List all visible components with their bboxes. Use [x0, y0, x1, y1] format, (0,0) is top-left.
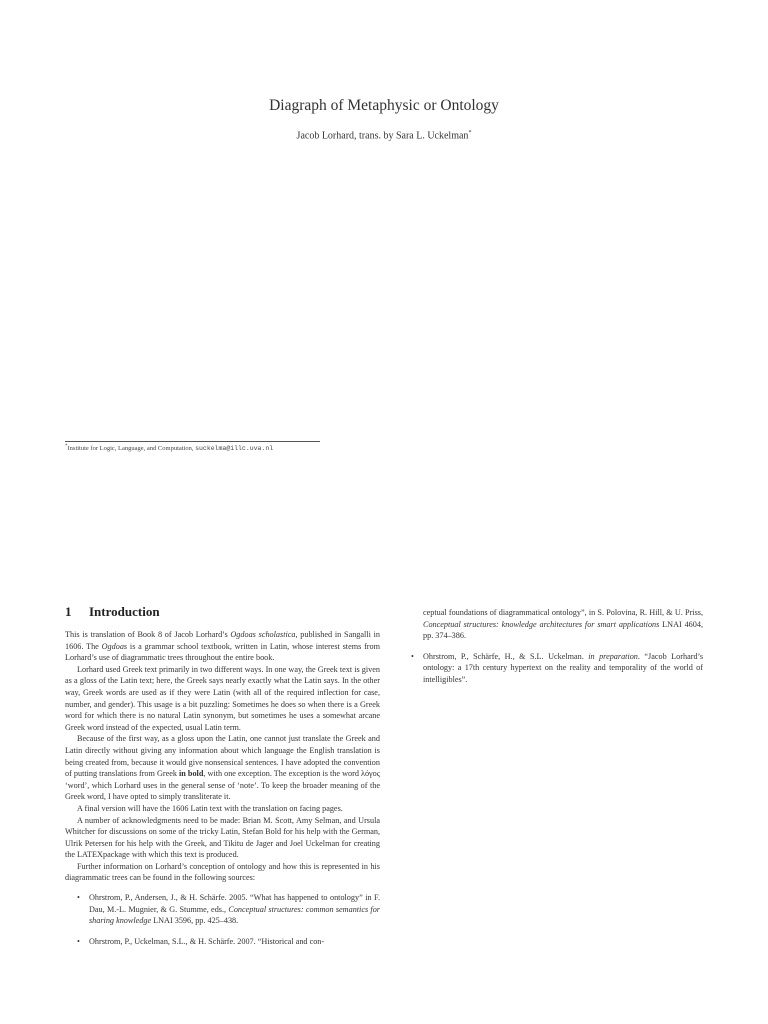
text-run: Ogdoas — [101, 641, 128, 651]
text-run: , with one exception. The exception is the word λόγος ‘word’, which Lorhard uses in the general sense of ‘note’. To keep the broader meaning of the Greek word, I have opted to simply transliterate it. — [65, 769, 380, 802]
text-run: is a grammar school textbook, written in Latin, whose interest stems from Lorhard’s use of diagrammatic trees throughout the entire book. — [65, 641, 380, 663]
footnote — [65, 444, 405, 452]
paragraph — [65, 815, 380, 861]
paragraph — [65, 733, 380, 803]
footnote-mark: * — [65, 444, 68, 449]
reference-text — [423, 652, 703, 684]
footnote-email: suckelma@illc.uva.nl — [195, 445, 274, 453]
reference-list — [65, 892, 380, 947]
text-run: Further information on Lorhard’s conception of ontology and how this is represented in his diagrammatic trees can be found in the following sources: — [65, 861, 380, 883]
text-run: LNAI 3596, pp. 425–438. — [151, 916, 239, 926]
text-run: Ohrstrom, P., Schärfe, H., & S.L. Uckelman. — [423, 651, 589, 661]
text-run: , published in Sangalli in 1606. The — [65, 630, 380, 651]
reference-item — [77, 892, 380, 927]
text-run: LNAI 4604, pp. 374–386. — [423, 619, 703, 641]
footnote-text: Institute for Logic, Language, and Computation, — [67, 445, 196, 453]
text-run: ceptual foundations of diagrammatical ontology”, in S. Polovina, R. Hill, & U. Priss, — [423, 608, 703, 617]
text-run: Ogdoas scholastica — [230, 630, 296, 639]
author-footnote-mark: * — [468, 130, 472, 136]
footnote-rule — [65, 441, 320, 442]
section-number: 1 — [65, 604, 72, 619]
bullet-icon: • — [411, 651, 414, 661]
reference-text — [89, 937, 324, 946]
paragraph — [65, 664, 380, 734]
text-run: A number of acknowledgments need to be made: Brian M. Scott, Amy Selman, and Ursula Whitcher for discussions on some of the tricky Latin, Stefan Bold for his help with the German, Ulrik Petersen for his help with the Greek, and Tikitu de Jager and Joel Uckelman for creating the LATEXpackage with which this text is produced. — [65, 815, 380, 860]
text-run: Lorhard used Greek text primarily in two different ways. In one way, the Greek text is given as a gloss of the Latin text; here, the Greek says nearly exactly what the Latin says. In the other way, Greek words are used as if they were Latin (with all of the required inflection for case, number, and gender). This usage is a bit puzzling: Sometimes he does so when there is a Greek word for which there is no natural Latin synonym, but sometimes he uses a somewhat arcane Greek word instead of the expected, usual Latin term. — [65, 664, 380, 732]
text-run: This is translation of Book 8 of Jacob Lorhard’s — [65, 630, 231, 639]
text-run: Conceptual structures: common semantics for sharing knowledge — [89, 904, 380, 926]
author-name: Jacob Lorhard, trans. by Sara L. Uckelman — [296, 130, 469, 142]
section-title: Introduction — [89, 604, 160, 619]
reference-item — [411, 651, 703, 686]
text-run: in bold — [179, 769, 204, 779]
reference-item — [77, 936, 380, 948]
paragraph — [65, 629, 380, 664]
text-run: Conceptual structures: knowledge architectures for smart applications — [423, 619, 660, 629]
bullet-icon: • — [77, 893, 80, 903]
paragraph — [65, 861, 380, 884]
section-heading — [65, 604, 160, 620]
reference-continuation — [411, 607, 703, 642]
right-column — [411, 607, 703, 686]
text-run: A final version will have the 1606 Latin text with the translation on facing pages. — [77, 803, 343, 813]
paper-title: Diagraph of Metaphysic or Ontology — [269, 97, 499, 114]
left-column — [65, 629, 380, 956]
text-run: . “Jacob Lorhard’s ontology: a 17th century hypertext on the reality and temporality of the world of intelligibles”. — [423, 651, 704, 684]
text-run: Ohrstrom, P., Andersen, J., & H. Schärfe. 2005. “What has happened to ontology” in F. Dau, M.-L. Mugnier, & G. Stumme, eds., — [89, 893, 380, 914]
text-run: in preparation — [588, 651, 638, 661]
paragraph — [65, 803, 380, 815]
reference-text — [89, 893, 380, 925]
bullet-icon: • — [77, 936, 80, 946]
text-run: Because of the first way, as a gloss upon the Latin, one cannot just translate the Greek and Latin directly without giving any information about which language the English translation is being created from, because it would give nonsensical sentences. I have adopted the convention of putting translations from Greek — [65, 734, 380, 779]
text-run: Ohrstrom, P., Uckelman, S.L., & H. Schärfe. 2007. “Historical and con- — [89, 936, 325, 946]
paper-author — [0, 130, 768, 141]
